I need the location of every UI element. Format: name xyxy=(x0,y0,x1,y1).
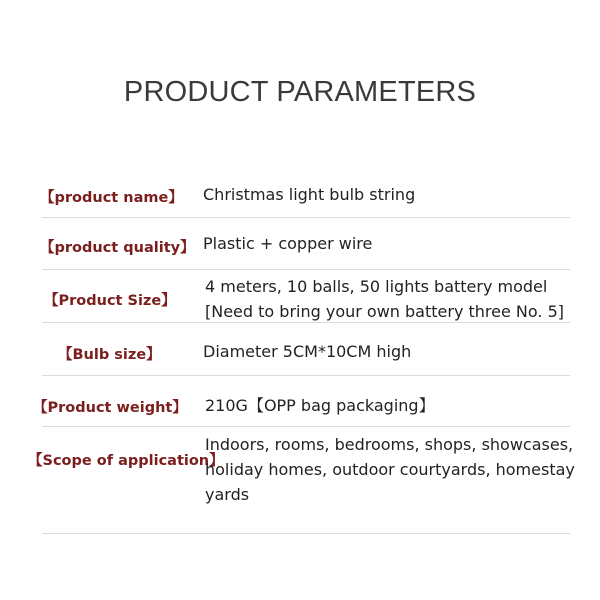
value-line: yards xyxy=(205,485,250,504)
value-line: holiday homes, outdoor courtyards, homestay xyxy=(205,460,575,479)
value-line: [Need to bring your own battery three No. 5] xyxy=(205,302,564,321)
row-divider xyxy=(42,426,570,427)
value-scope-of-application xyxy=(205,432,575,507)
row-divider xyxy=(42,322,570,323)
value-bulb-size xyxy=(203,339,411,364)
value-line: Christmas light bulb string xyxy=(203,185,416,204)
value-line: 210G【OPP bag packaging】 xyxy=(205,396,435,415)
value-product-quality xyxy=(203,231,372,256)
label-product-quality: 【product quality】 xyxy=(40,240,195,256)
value-line: Indoors, rooms, bedrooms, shops, showcases, xyxy=(205,435,574,454)
label-scope-of-application: 【Scope of application】 xyxy=(28,453,224,469)
row-divider xyxy=(42,269,570,270)
label-bulb-size: 【Bulb size】 xyxy=(58,347,161,363)
value-product-weight xyxy=(205,393,435,418)
value-product-size xyxy=(205,274,564,324)
value-line: Plastic + copper wire xyxy=(203,234,373,253)
value-line: 4 meters, 10 balls, 50 lights battery model xyxy=(205,277,548,296)
page-title: PRODUCT PARAMETERS xyxy=(123,76,477,108)
label-product-weight: 【Product weight】 xyxy=(33,400,187,416)
label-product-size: 【Product Size】 xyxy=(44,293,176,309)
row-divider xyxy=(42,217,570,218)
value-line: Diameter 5CM*10CM high xyxy=(203,342,412,361)
row-divider xyxy=(42,533,570,534)
row-divider xyxy=(42,375,570,376)
label-product-name: 【product name】 xyxy=(40,190,183,206)
value-product-name xyxy=(203,182,415,207)
